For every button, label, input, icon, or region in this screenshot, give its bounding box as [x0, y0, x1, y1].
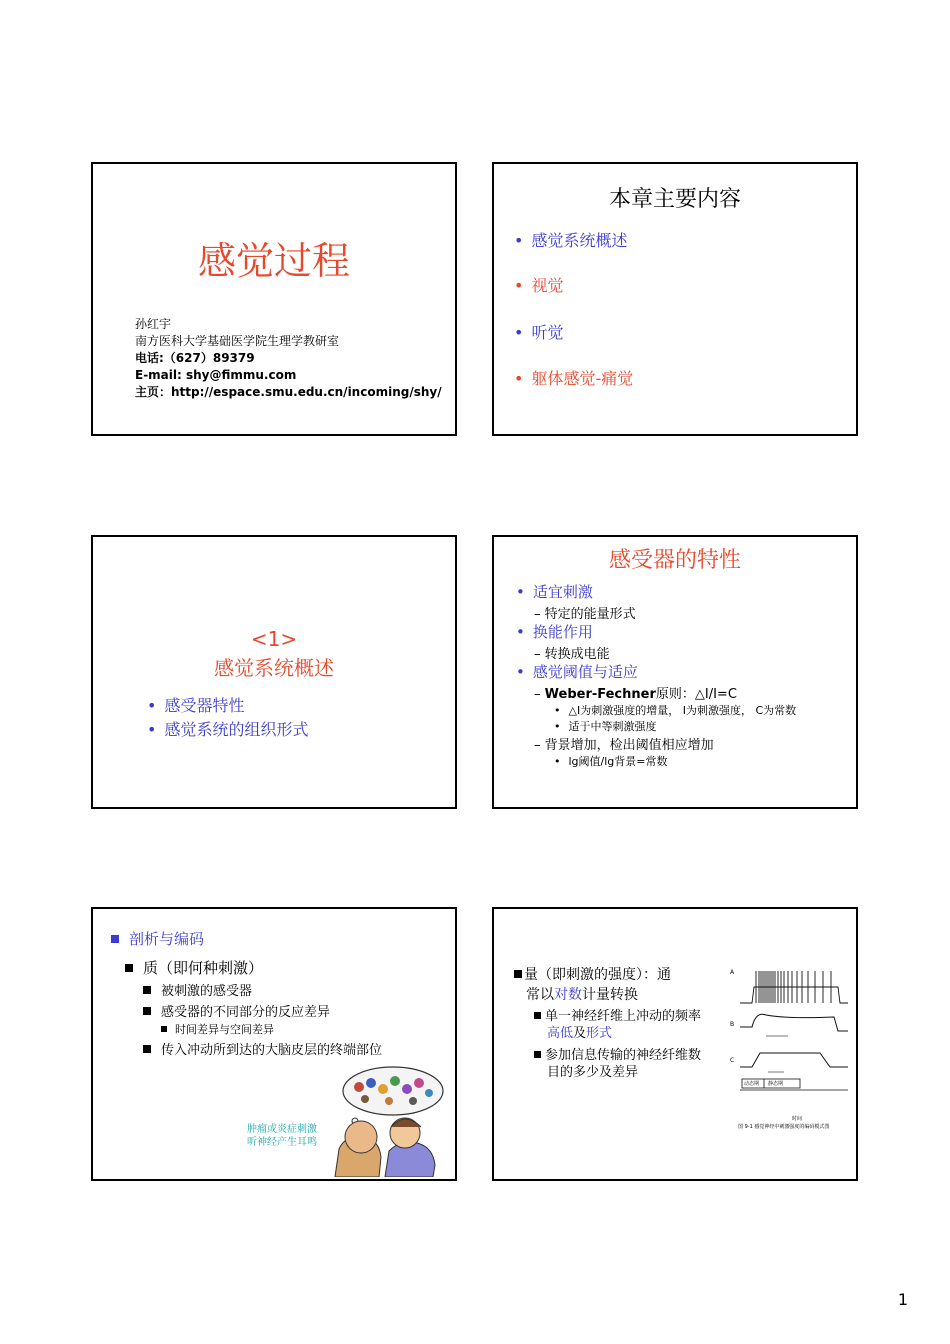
weber-name: Weber-Fechner: [544, 687, 656, 702]
square-bullet-icon: [143, 1045, 151, 1053]
phone: 电话:（627）89379: [135, 351, 255, 365]
weber-prefix: –: [534, 687, 545, 702]
receptor-sub-2: – 转换成电能: [534, 647, 610, 662]
quality-item-1-text: 被刺激的感受器: [161, 984, 253, 999]
quantity-line-2-b: 对数: [554, 987, 582, 1003]
coding-heading: [111, 928, 204, 949]
quality-item-2-text: 感受器的不同部分的反应差异: [161, 1005, 331, 1020]
quality-line: [125, 957, 263, 978]
slide-receptor-properties: [492, 535, 858, 809]
figure-label-c: C: [730, 1057, 735, 1064]
figure-box-dynamic: 动态期: [744, 1081, 760, 1087]
background-note: • lg阈值/lg背景=常数: [554, 753, 668, 769]
square-bullet-icon: [125, 964, 133, 972]
author-name: 孙红宇: [135, 317, 172, 331]
contents-item-4: • 躯体感觉-痛觉: [514, 366, 633, 389]
square-bullet-icon: [534, 1051, 541, 1058]
contents-item-2: • 视觉: [514, 273, 563, 296]
square-bullet-icon: [111, 935, 119, 943]
quantity-line-2-a: 常以: [526, 987, 554, 1003]
section-number: <1>: [250, 627, 298, 651]
quantity-sub-2-line-2: 目的多少及差异: [547, 1065, 639, 1080]
quality-item-2-sub-text: 时间差异与空间差异: [175, 1023, 274, 1036]
overview-item-1: • 感受器特性: [147, 693, 244, 716]
quantity-sub-2: [534, 1047, 701, 1081]
coding-heading-text: 剖析与编码: [129, 930, 205, 948]
quality-item-2-sub: [161, 1021, 274, 1037]
figure-caption: 图 9-1 感觉神经中刺激强度的编码模式图: [738, 1124, 830, 1130]
tinnitus-cartoon-illustration: [325, 1065, 445, 1177]
quality-item-2: [143, 1001, 330, 1020]
quantity-sub-1-b: 高低: [547, 1026, 574, 1041]
caption-line-1: 肿瘤或炎症刺激: [247, 1124, 317, 1135]
slide-coding-quality: [91, 907, 457, 1181]
figure-label-b: B: [730, 1021, 735, 1028]
square-bullet-icon: [514, 970, 522, 978]
quantity-sub-1-a: 单一神经纤维上冲动的频率: [545, 1009, 702, 1024]
slide-coding-quantity: [492, 907, 858, 1181]
figure-axis-label: 时间: [792, 1116, 803, 1122]
quantity-line-1: [514, 965, 671, 985]
slide-contents: [492, 162, 858, 436]
department: 南方医科大学基础医学院生理学教研室: [135, 334, 340, 348]
weber-formula: 原则：△I/I=C: [655, 687, 737, 702]
homepage: 主页：http://espace.smu.edu.cn/incoming/shy/: [135, 385, 442, 399]
contents-item-3: • 听觉: [514, 320, 563, 343]
overview-item-2: • 感觉系统的组织形式: [147, 717, 308, 740]
quality-item-3-text: 传入冲动所到达的大脑皮层的终端部位: [161, 1043, 383, 1058]
receptor-bullet-1: • 适宜刺激: [516, 581, 593, 602]
weber-fechner-rule: [534, 683, 737, 702]
slide-title-heading: 感觉过程: [197, 239, 350, 283]
slide-title: [91, 162, 457, 436]
quantity-sub-2-line-1: 参加信息传输的神经纤维数: [545, 1048, 702, 1063]
quality-text: 质（即何种刺激）: [143, 959, 264, 977]
square-bullet-icon: [143, 986, 151, 994]
quantity-heading: [514, 965, 671, 1005]
receptor-bullet-2: • 换能作用: [516, 621, 593, 642]
tinnitus-caption: [247, 1123, 317, 1149]
quantity-sub-1: [534, 1008, 701, 1042]
weber-note-2: • 适于中等刺激强度: [554, 718, 657, 734]
square-bullet-icon: [143, 1007, 151, 1015]
receptor-bullet-3: • 感觉阈值与适应: [516, 661, 638, 682]
caption-line-2: 听神经产生耳鸣: [247, 1137, 317, 1148]
quantity-line-2-c: 计量转换: [582, 987, 638, 1003]
quality-item-3: [143, 1039, 382, 1058]
slide-overview: [91, 535, 457, 809]
receptor-sub-1: – 特定的能量形式: [534, 607, 636, 622]
quality-item-1: [143, 980, 252, 999]
quantity-line-1-text: 量（即刺激的强度）：通: [524, 967, 671, 983]
square-bullet-icon: [534, 1012, 541, 1019]
quantity-sub-1-d: 形式: [586, 1026, 613, 1041]
page-number: 1: [897, 1290, 908, 1309]
figure-label-a: A: [730, 969, 735, 976]
receptor-sub-3: – 背景增加，检出阈值相应增加: [534, 738, 714, 753]
author-info: [135, 316, 442, 401]
receptor-title: 感受器的特性: [608, 548, 741, 573]
quantity-sub-1-c: 及: [573, 1026, 587, 1041]
email: E-mail: shy@fimmu.com: [135, 368, 297, 382]
figure-box-static: 静态期: [768, 1081, 784, 1087]
section-title: 感觉系统概述: [214, 656, 334, 680]
square-bullet-icon: [161, 1026, 167, 1032]
intensity-coding-figure: [738, 967, 850, 1091]
quantity-line-2: [514, 985, 671, 1005]
contents-title: 本章主要内容: [608, 187, 741, 212]
contents-item-1: • 感觉系统概述: [514, 228, 627, 251]
weber-note-1: • △I为刺激强度的增量， I为刺激强度， C为常数: [554, 702, 796, 718]
